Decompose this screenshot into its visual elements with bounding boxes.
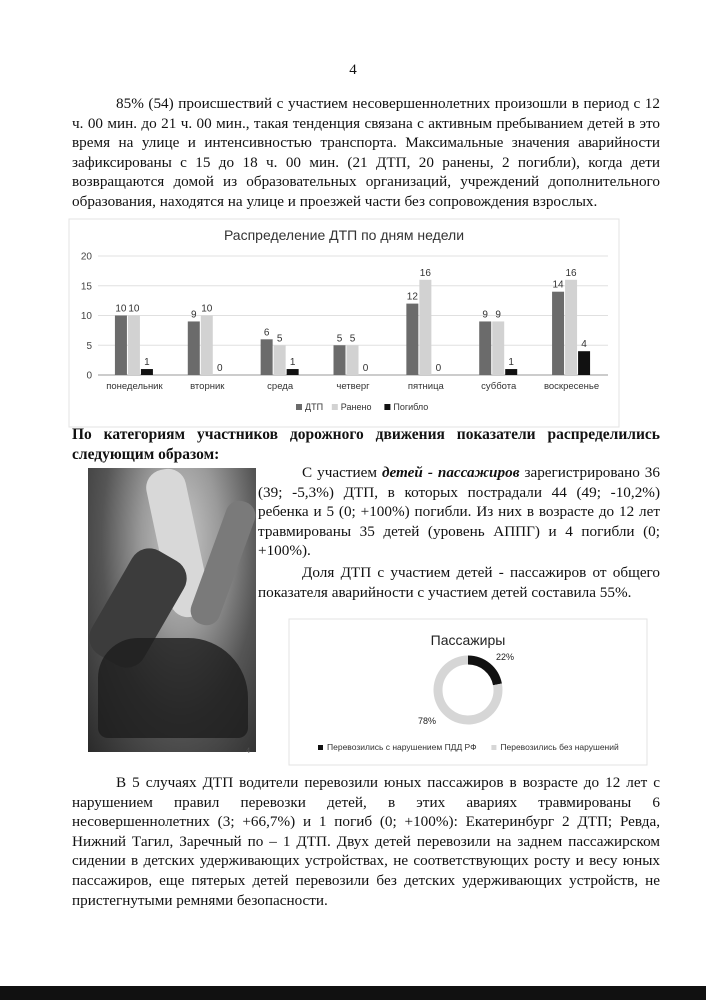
bar-value-label: 10	[201, 303, 213, 315]
bar-Погибло	[141, 369, 153, 375]
passengers-paragraph	[258, 463, 660, 561]
legend-label: Ранено	[340, 402, 372, 412]
closing-paragraph: В 5 случаях ДТП водители перевозили юных пассажиров в возрасте до 12 лет с нарушением правил перевозки детей, в этих авариях травмированы 6 несовершеннолетних (3; +66,7%) и 1 погиб (0; +100%): Екатеринбург 2 ДТП; Ревда, Нижний Тагил, Заречный по – 1 ДТП. Двух детей перевозили на заднем пассажирском сидении в детских удерживающих устройствах, не соответствующих росту и весу юных пассажиров, еще пятерых детей перевозили без детских удерживающих устройств, не пристегнутыми ремнями безопасности.	[72, 774, 660, 909]
bar-value-label: 16	[419, 267, 431, 279]
chart-frame	[69, 219, 619, 427]
bar-value-label: 16	[565, 267, 577, 279]
chart-title: Пассажиры	[430, 632, 506, 648]
passengers-pie-chart-svg	[288, 618, 648, 766]
legend-swatch	[318, 745, 323, 750]
legend-swatch	[491, 745, 496, 750]
bar-ДТП	[334, 345, 346, 375]
bar-Ранено	[201, 316, 213, 376]
legend-swatch	[296, 404, 302, 410]
bar-value-label: 1	[144, 357, 150, 369]
slice-label: 22%	[496, 652, 515, 662]
bar-Погибло	[287, 369, 299, 375]
bar-value-label: 0	[217, 363, 223, 374]
bar-value-label: 12	[406, 291, 418, 303]
bar-value-label: 0	[362, 363, 369, 374]
legend-label: Погибло	[393, 402, 429, 412]
category-label: вторник	[190, 381, 225, 392]
legend-swatch	[332, 404, 338, 410]
bar-value-label: 10	[115, 303, 127, 315]
scan-bottom-edge	[0, 986, 706, 1000]
bar-Ранено	[128, 316, 140, 376]
slice-label: 78%	[418, 716, 437, 726]
share-paragraph: Доля ДТП с участием детей - пассажиров от общего показателя аварийности с участием детей составила 55%.	[258, 564, 660, 601]
chart-title: Распределение ДТП по дням недели	[223, 227, 465, 243]
bar-value-label: 0	[435, 363, 442, 374]
bar-value-label: 9	[191, 309, 197, 321]
bar-value-label: 5	[349, 333, 356, 345]
bar-Ранено	[274, 345, 286, 375]
bar-value-label: 14	[552, 279, 564, 291]
category-label: понедельник	[106, 381, 163, 392]
weekday-bar-chart-svg	[68, 218, 620, 428]
bar-Ранено	[565, 280, 577, 375]
legend-label: ДТП	[305, 402, 324, 412]
y-tick-label: 20	[80, 251, 92, 263]
bar-Погибло	[578, 351, 590, 375]
y-tick-label: 15	[80, 281, 92, 293]
bar-value-label: 9	[495, 309, 501, 321]
photo-mark: 4	[246, 746, 250, 755]
category-label: воскресенье	[543, 381, 600, 392]
passengers-pie-chart	[288, 618, 648, 766]
category-label: суббота	[481, 381, 517, 392]
categories-heading: По категориям участников дорожного движения показатели распределились следующим образом:	[72, 426, 660, 463]
bar-Ранено	[347, 345, 359, 375]
category-label: среда	[267, 381, 294, 392]
page-number: 4	[349, 62, 357, 78]
bar-value-label: 1	[508, 357, 514, 369]
bar-Ранено	[419, 280, 431, 375]
bar-ДТП	[115, 316, 127, 376]
intro-paragraph: 85% (54) происшествий с участием несовершеннолетних произошли в период с 12 ч. 00 мин. до 21 ч. 00 мин., такая тенденция связана с активным пребыванием детей в это время на улице и интенсивностью транспорта. Максимальные значения аварийности зафиксированы с 15 до 18 ч. 00 мин. (21 ДТП, 20 ранены, 2 погибли), когда дети возвращаются домой из образовательных организаций, учреждений дополнительного образования, находятся на улице и проезжей части без сопровождения взрослых.	[72, 95, 660, 210]
category-label: четверг	[336, 381, 370, 392]
bar-value-label: 4	[581, 339, 587, 351]
legend-swatch	[384, 404, 390, 410]
y-tick-label: 0	[86, 370, 92, 382]
category-label: пятница	[407, 381, 444, 392]
bar-value-label: 6	[263, 327, 270, 339]
passengers-emphasis: детей - пассажиров	[381, 464, 520, 481]
passengers-prefix: С участием	[302, 464, 382, 481]
bar-Ранено	[492, 321, 504, 375]
bar-value-label: 1	[289, 357, 296, 369]
y-tick-label: 10	[80, 311, 92, 322]
bar-value-label: 9	[482, 309, 488, 321]
bar-value-label: 5	[276, 333, 283, 345]
child-car-seat-photo	[88, 468, 256, 752]
y-tick-label: 5	[86, 340, 92, 352]
passengers-rest: зарегистрировано 36 (39; -5,3%) ДТП, в которых пострадали 44 (49; -10,2%) ребенка и 5 (0; +100%) погибли. Из них в возрасте до 12 лет травмированы 35 детей (уровень АППГ) и 4 погибли (0; +100%).	[258, 464, 660, 560]
weekday-bar-chart	[68, 218, 620, 428]
bar-ДТП	[188, 321, 200, 375]
legend-label: Перевозились с нарушением ПДД РФ	[327, 742, 477, 752]
bar-ДТП	[406, 304, 418, 375]
bar-Погибло	[505, 369, 517, 375]
bar-value-label: 5	[336, 333, 343, 345]
bar-ДТП	[552, 292, 564, 375]
bar-value-label: 10	[128, 303, 140, 315]
bar-ДТП	[479, 321, 491, 375]
bar-ДТП	[261, 339, 273, 375]
legend-label: Перевозились без нарушений	[500, 742, 619, 752]
